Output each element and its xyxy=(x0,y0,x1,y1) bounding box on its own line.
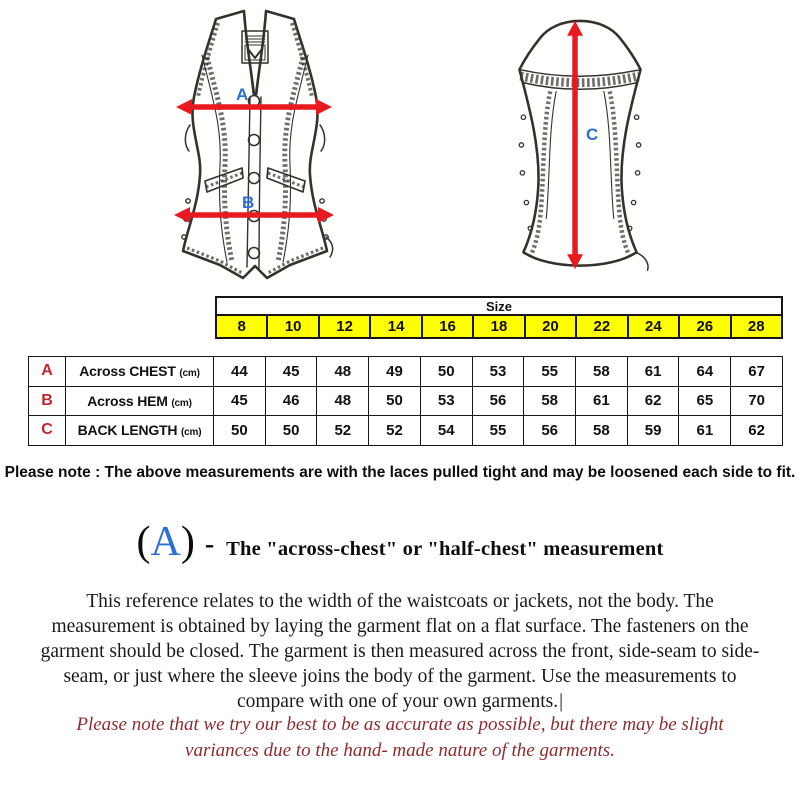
disclaimer-line: variances due to the hand- made nature of the garments. xyxy=(185,740,615,761)
vest-back-illustration xyxy=(466,8,694,286)
body-paragraph xyxy=(18,589,782,714)
chest-arrow-label: A xyxy=(236,85,249,104)
size-cell: 26 xyxy=(679,315,730,338)
vest-front-illustration xyxy=(150,5,360,290)
row-key: A xyxy=(29,357,66,387)
value-cell: 48 xyxy=(317,357,369,387)
size-cell: 28 xyxy=(731,315,782,338)
brand-label-icon xyxy=(242,31,268,63)
heading-letter: A xyxy=(150,519,181,565)
value-cell: 64 xyxy=(679,357,731,387)
row-unit: (cm) xyxy=(179,368,200,380)
value-cell: 50 xyxy=(420,357,472,387)
size-cell: 22 xyxy=(576,315,627,338)
value-cell: 46 xyxy=(265,386,317,416)
value-cell: 50 xyxy=(369,386,421,416)
size-cell: 14 xyxy=(370,315,421,338)
value-cell: 59 xyxy=(627,416,679,446)
value-cell: 58 xyxy=(524,386,576,416)
value-cell: 44 xyxy=(214,357,266,387)
measurement-table xyxy=(28,356,783,446)
value-cell: 65 xyxy=(679,386,731,416)
body-line: seam, or just where the sleeve joins the body of the garment. Use the measurements to xyxy=(63,666,737,687)
body-line: This reference relates to the width of the waistcoats or jackets, not the body. The xyxy=(86,591,714,612)
size-cell: 20 xyxy=(525,315,576,338)
size-cell: 12 xyxy=(319,315,370,338)
section-heading xyxy=(0,518,800,566)
size-cell: 16 xyxy=(422,315,473,338)
table-row-chest xyxy=(29,357,783,387)
value-cell: 58 xyxy=(576,357,628,387)
row-label xyxy=(66,386,214,416)
value-cell: 55 xyxy=(524,357,576,387)
row-label-text: BACK LENGTH xyxy=(77,422,178,439)
value-cell: 61 xyxy=(627,357,679,387)
vest-back-line-art xyxy=(519,21,648,270)
value-cell: 50 xyxy=(265,416,317,446)
value-cell: 62 xyxy=(731,416,783,446)
row-label-text: Across HEM xyxy=(87,392,168,409)
size-title-row xyxy=(216,297,782,315)
value-cell: 61 xyxy=(576,386,628,416)
side-laces-right xyxy=(320,125,333,257)
value-cell: 56 xyxy=(472,386,524,416)
heading-paren-close: ) xyxy=(180,519,195,565)
heading-dash: - xyxy=(204,529,215,560)
side-laces-left xyxy=(519,115,532,231)
value-cell: 53 xyxy=(420,386,472,416)
row-label xyxy=(66,357,214,387)
value-cell: 58 xyxy=(576,416,628,446)
size-header-table xyxy=(215,296,783,339)
back-length-measure-arrow xyxy=(567,21,598,269)
body-line: measurement is obtained by laying the garment flat on a flat surface. The fasteners on the xyxy=(51,616,749,637)
value-cell: 52 xyxy=(317,416,369,446)
heading-text: The "across-chest" or "half-chest" measurement xyxy=(226,538,664,560)
side-laces-right xyxy=(627,115,648,270)
yoke-braid xyxy=(519,70,640,90)
value-cell: 62 xyxy=(627,386,679,416)
value-cell: 50 xyxy=(214,416,266,446)
row-label xyxy=(66,416,214,446)
value-cell: 45 xyxy=(265,357,317,387)
disclaimer-line: Please note that we try our best to be as accurate as possible, but there may be slight xyxy=(76,714,724,735)
row-key: C xyxy=(29,416,66,446)
body-line-last xyxy=(18,689,782,714)
value-cell: 61 xyxy=(679,416,731,446)
value-cell: 54 xyxy=(420,416,472,446)
hem-arrow-label: B xyxy=(242,193,255,212)
body-line-text: compare with one of your own garments. xyxy=(236,691,559,712)
value-cell: 67 xyxy=(731,357,783,387)
row-unit: (cm) xyxy=(171,397,192,409)
row-key: B xyxy=(29,386,66,416)
accuracy-disclaimer xyxy=(0,712,800,764)
value-cell: 56 xyxy=(524,416,576,446)
text-cursor: | xyxy=(559,691,564,712)
body-line: garment should be closed. The garment is then measured across the front, side-seam to side- xyxy=(40,641,760,662)
size-cell: 8 xyxy=(216,315,267,338)
back-length-arrow-label: C xyxy=(585,125,599,145)
vest-front-line-art xyxy=(182,11,333,278)
value-cell: 48 xyxy=(317,386,369,416)
size-values-row xyxy=(216,315,782,338)
value-cell: 55 xyxy=(472,416,524,446)
table-row-hem xyxy=(29,386,783,416)
laces-note: Please note : The above measurements are with the laces pulled tight and may be loosened each side to fit. xyxy=(4,464,796,481)
size-cell: 24 xyxy=(628,315,679,338)
value-cell: 70 xyxy=(731,386,783,416)
table-row-back-length xyxy=(29,416,783,446)
size-title: Size xyxy=(216,297,782,315)
value-cell: 52 xyxy=(369,416,421,446)
row-unit: (cm) xyxy=(181,427,202,439)
value-cell: 49 xyxy=(369,357,421,387)
size-cell: 18 xyxy=(473,315,524,338)
value-cell: 53 xyxy=(472,357,524,387)
value-cell: 45 xyxy=(214,386,266,416)
size-cell: 10 xyxy=(267,315,318,338)
row-label-text: Across CHEST xyxy=(79,363,176,380)
heading-paren-open: ( xyxy=(136,519,151,565)
